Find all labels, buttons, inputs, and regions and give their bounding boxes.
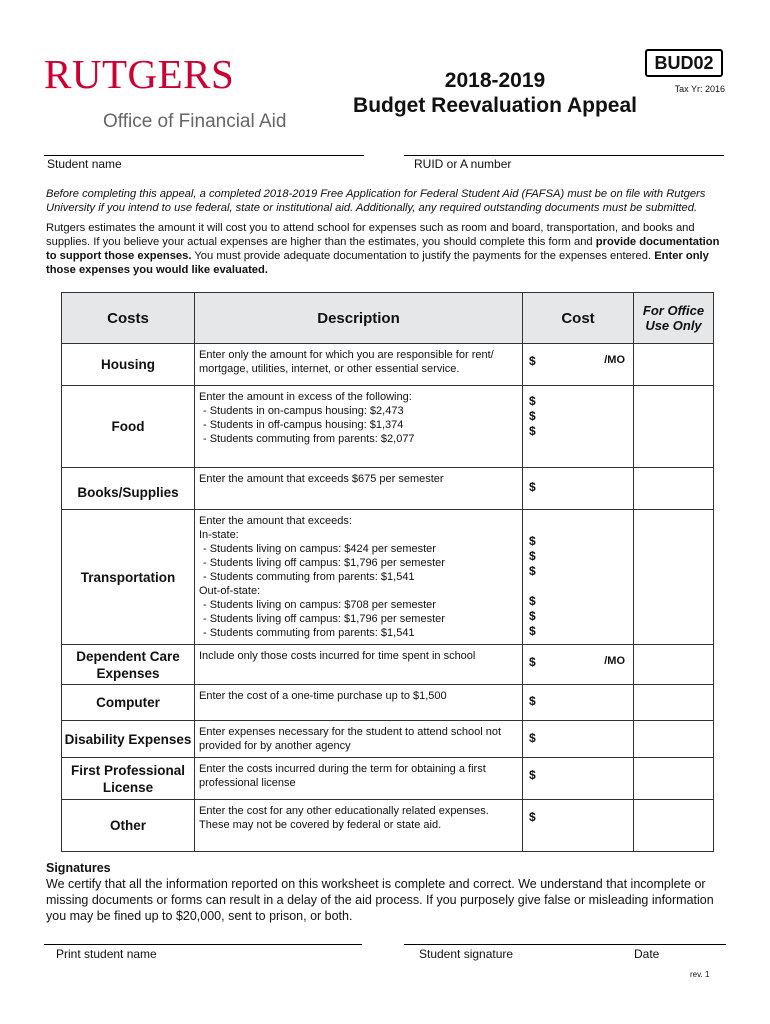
office-use-cell [634,800,714,852]
office-use-cell [634,685,714,721]
table-header-row [62,293,714,344]
signature-line[interactable] [404,944,726,945]
intro-bold-2: Enter only those expenses you would like evaluated. [46,250,709,276]
cost-spacer [529,579,627,594]
dollar-sign: $ [529,694,536,708]
date-label: Date [634,947,660,961]
intro-text-2: You must provide adequate documentation to justify the payments for the expenses entered. [191,250,655,262]
table-row [62,721,714,758]
office-use-cell [634,510,714,645]
row-description: Enter expenses necessary for the student to attend school not provided for by another agency [195,721,523,758]
license-cost-input[interactable] [523,758,634,800]
office-use-cell [634,468,714,510]
office-subtitle: Office of Financial Aid [103,111,287,132]
desc-line: Enter the amount in excess of the following: [199,391,412,403]
signatures-heading: Signatures [46,861,111,875]
expense-table [61,292,714,852]
desc-line: - Students in off-campus housing: $1,374 [203,419,404,431]
desc-line: Enter the amount that exceeds: [199,515,352,527]
intro-italic-text: Before completing this appeal, a completed 2018-2019 Free Application for Federal Student Aid (FAFSA) must be on file with Rutgers University if you intend to use federal, state or institutional aid. Additionally, any required outstanding documents must be submitted. [46,188,706,214]
signatures-certification: We certify that all the information reported on this worksheet is complete and correct. We understand that incomplete or missing documents or forms can result in a delay of the aid process. If you purposely give false or misleading information you may be fined up to $20,000, sent to prison, or both. [46,877,714,923]
row-description [195,510,523,645]
table-row [62,468,714,510]
office-use-cell [634,758,714,800]
dollar-sign: $ [529,394,536,408]
row-description: Include only those costs incurred for time spent in school [195,645,523,685]
ruid-label: RUID or A number [414,157,512,171]
table-row [62,386,714,468]
housing-cost-input[interactable] [523,344,634,386]
desc-line: - Students living off campus: $1,796 per semester [203,613,445,625]
dollar-sign: $ [529,534,536,548]
desc-line: - Students commuting from parents: $1,541 [203,571,415,583]
row-description: Enter the amount that exceeds $675 per semester [195,468,523,510]
per-month-label: /MO [604,655,625,667]
row-description [195,386,523,468]
tax-year: Tax Yr: 2016 [674,84,725,94]
intro-text-1: Rutgers estimates the amount it will cost you to attend school for expenses such as room and board, transportation, and books and supplies. If you believe your actual expenses are higher than the estimates, you should complete this form and [46,222,695,248]
table-row [62,758,714,800]
dollar-sign: $ [529,480,536,494]
desc-line: - Students commuting from parents: $1,541 [203,627,415,639]
dollar-sign: $ [529,655,536,669]
table-row [62,510,714,645]
desc-line: - Students living off campus: $1,796 per semester [203,557,445,569]
dollar-sign: $ [529,354,536,368]
dollar-sign: $ [529,549,536,563]
table-row [62,685,714,721]
row-category: Disability Expenses [62,721,195,758]
disability-cost-input[interactable] [523,721,634,758]
food-cost-inputs[interactable] [523,386,634,468]
table-row [62,344,714,386]
desc-line: - Students in on-campus housing: $2,473 [203,405,404,417]
row-category: Other [62,800,195,852]
transportation-cost-inputs[interactable] [523,510,634,645]
row-category: Food [62,386,195,468]
rutgers-logo: RUTGERS [44,51,235,97]
intro-bold-1: provide documentation to support those expenses. [46,236,720,262]
dollar-sign: $ [529,624,536,638]
form-title: Budget Reevaluation Appeal [353,94,637,117]
dollar-sign: $ [529,609,536,623]
header-costs: Costs [62,293,195,344]
office-use-cell [634,344,714,386]
ruid-line[interactable] [404,155,724,156]
header-cost: Cost [523,293,634,344]
row-category: Transportation [62,510,195,645]
dollar-sign: $ [529,564,536,578]
other-cost-input[interactable] [523,800,634,852]
row-category: Books/Supplies [62,468,195,510]
dollar-sign: $ [529,424,536,438]
row-description: Enter the costs incurred during the term for obtaining a first professional license [195,758,523,800]
signature-label: Student signature [419,947,514,961]
intro-fafsa-note [46,187,726,215]
revision-label: rev. 1 [690,970,710,979]
print-name-label: Print student name [56,947,157,961]
row-category: First Professional License [62,758,195,800]
computer-cost-input[interactable] [523,685,634,721]
form-code-badge: BUD02 [645,49,723,77]
print-name-line[interactable] [44,944,362,945]
books-cost-input[interactable] [523,468,634,510]
table-row [62,645,714,685]
dollar-sign: $ [529,810,536,824]
desc-line: In-state: [199,529,239,541]
desc-line: - Students commuting from parents: $2,077 [203,433,415,445]
dependent-care-cost-input[interactable] [523,645,634,685]
office-use-cell [634,645,714,685]
row-description: Enter only the amount for which you are responsible for rent/ mortgage, utilities, internet, or other essential service. [195,344,523,386]
student-name-line[interactable] [44,155,364,156]
desc-line: - Students living on campus: $708 per semester [203,599,436,611]
table-row [62,800,714,852]
per-month-label: /MO [604,354,625,366]
header-description: Description [195,293,523,344]
row-category: Computer [62,685,195,721]
desc-line: Out-of-state: [199,585,261,597]
office-use-cell [634,386,714,468]
dollar-sign: $ [529,594,536,608]
desc-line: - Students living on campus: $424 per semester [203,543,436,555]
form-year: 2018-2019 [444,69,546,92]
row-description: Enter the cost for any other educationally related expenses. These may not be covered by federal or state aid. [195,800,523,852]
office-use-cell [634,721,714,758]
row-category: Dependent Care Expenses [62,645,195,685]
dollar-sign: $ [529,768,536,782]
intro-instructions [46,221,726,277]
dollar-sign: $ [529,731,536,745]
row-category: Housing [62,344,195,386]
header-office-use: For Office Use Only [634,293,714,344]
row-description: Enter the cost of a one-time purchase up to $1,500 [195,685,523,721]
student-name-label: Student name [47,157,122,171]
dollar-sign: $ [529,409,536,423]
